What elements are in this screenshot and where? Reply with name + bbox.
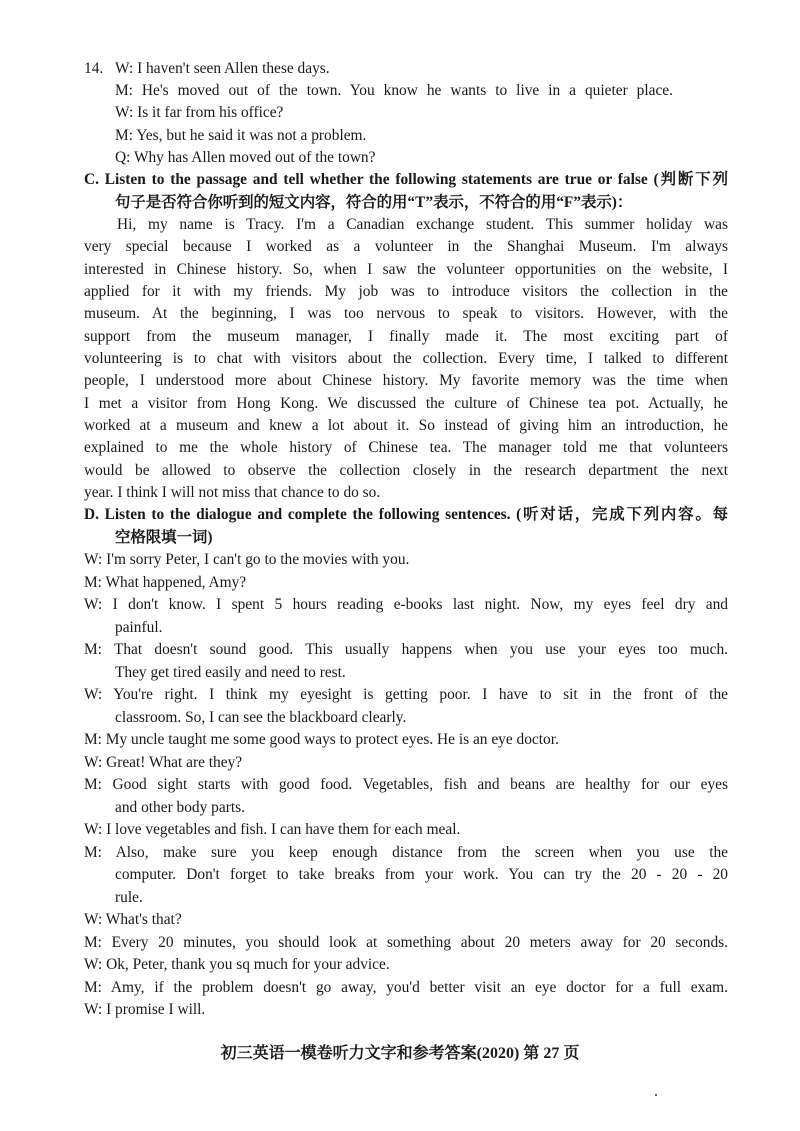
dialogue-line: W: Great! What are they? bbox=[84, 754, 243, 771]
passage-line: year. I think I will not miss that chance to do so. bbox=[84, 484, 381, 501]
dialogue-line: painful. bbox=[115, 619, 163, 636]
passage-line: museum. At the beginning, I was too nervous to speak to visitors. However, with the bbox=[84, 305, 728, 322]
dialogue-line: computer. Don't forget to take breaks from your work. You can try the 20 - 20 - 20 bbox=[115, 866, 728, 883]
page-footer: 初三英语一模卷听力文字和参考答案(2020) 第 27 页 bbox=[220, 1045, 580, 1062]
section-c-heading: 句子是否符合你听到的短文内容，符合的用“T”表示，不符合的用“F”表示)： bbox=[115, 194, 633, 211]
dialogue-line: W: I love vegetables and fish. I can have them for each meal. bbox=[84, 821, 461, 838]
dialogue-line: W: I haven't seen Allen these days. bbox=[115, 60, 330, 77]
dialogue-line: classroom. So, I can see the blackboard clearly. bbox=[115, 709, 407, 726]
dialogue-line: rule. bbox=[115, 889, 143, 906]
dialogue-line: M: That doesn't sound good. This usually happens when you use your eyes too much. bbox=[84, 641, 728, 658]
dialogue-line: W: You're right. I think my eyesight is getting poor. I have to sit in the front of the bbox=[84, 686, 728, 703]
passage-line: would be allowed to observe the collection closely in the research department the next bbox=[84, 462, 728, 479]
passage-line: Hi, my name is Tracy. I'm a Canadian exchange student. This summer holiday was bbox=[117, 216, 728, 233]
dialogue-line: M: He's moved out of the town. You know he wants to live in a quieter place. bbox=[115, 82, 673, 99]
dialogue-line: W: I'm sorry Peter, I can't go to the movies with you. bbox=[84, 551, 410, 568]
dialogue-line: W: I promise I will. bbox=[84, 1001, 206, 1018]
dialogue-line: M: Also, make sure you keep enough distance from the screen when you use the bbox=[84, 844, 728, 861]
dialogue-line: M: My uncle taught me some good ways to protect eyes. He is an eye doctor. bbox=[84, 731, 559, 748]
passage-line: applied for it with my friends. My job was to introduce visitors the collection in the bbox=[84, 283, 728, 300]
passage-line: interested in Chinese history. So, when I saw the volunteer opportunities on the website, I bbox=[84, 261, 728, 278]
dialogue-line: and other body parts. bbox=[115, 799, 245, 816]
passage-line: people, I understood more about Chinese history. My favorite memory was the time when bbox=[84, 372, 728, 389]
passage-line: worked at a museum and knew a lot about it. So instead of giving him an introduction, he bbox=[84, 417, 728, 434]
passage-line: I met a visitor from Hong Kong. We discussed the culture of Chinese tea pot. Actually, he bbox=[84, 395, 728, 412]
dialogue-line: W: I don't know. I spent 5 hours reading e-books last night. Now, my eyes feel dry and bbox=[84, 596, 728, 613]
dialogue-line: W: Ok, Peter, thank you sq much for your advice. bbox=[84, 956, 390, 973]
dialogue-line: M: Good sight starts with good food. Vegetables, fish and beans are healthy for our eyes bbox=[84, 776, 728, 793]
print-speck bbox=[655, 1094, 657, 1096]
passage-line: support from the museum manager, I finally made it. The most exciting part of bbox=[84, 328, 728, 345]
question-number: 14. bbox=[84, 60, 104, 77]
passage-line: explained to me the whole history of Chinese tea. The manager told me that volunteers bbox=[84, 439, 728, 456]
section-d-heading: D. Listen to the dialogue and complete the following sentences. (听对话，完成下列内容。每 bbox=[84, 506, 728, 523]
passage-line: very special because I worked as a volunteer in the Shanghai Museum. I'm always bbox=[84, 238, 728, 255]
dialogue-line: W: What's that? bbox=[84, 911, 182, 928]
dialogue-line: M: What happened, Amy? bbox=[84, 574, 247, 591]
dialogue-line: W: Is it far from his office? bbox=[115, 104, 284, 121]
question-line: Q: Why has Allen moved out of the town? bbox=[115, 149, 376, 166]
passage-line: volunteering is to chat with visitors about the collection. Every time, I talked to different bbox=[84, 350, 728, 367]
section-c-heading: C. Listen to the passage and tell whether the following statements are true or false (判断下列 bbox=[84, 171, 728, 188]
dialogue-line: M: Yes, but he said it was not a problem. bbox=[115, 127, 367, 144]
dialogue-line: M: Every 20 minutes, you should look at something about 20 meters away for 20 seconds. bbox=[84, 934, 728, 951]
dialogue-line: They get tired easily and need to rest. bbox=[115, 664, 346, 681]
dialogue-line: M: Amy, if the problem doesn't go away, you'd better visit an eye doctor for a full exam. bbox=[84, 979, 728, 996]
section-d-heading: 空格限填一词) bbox=[115, 529, 213, 546]
